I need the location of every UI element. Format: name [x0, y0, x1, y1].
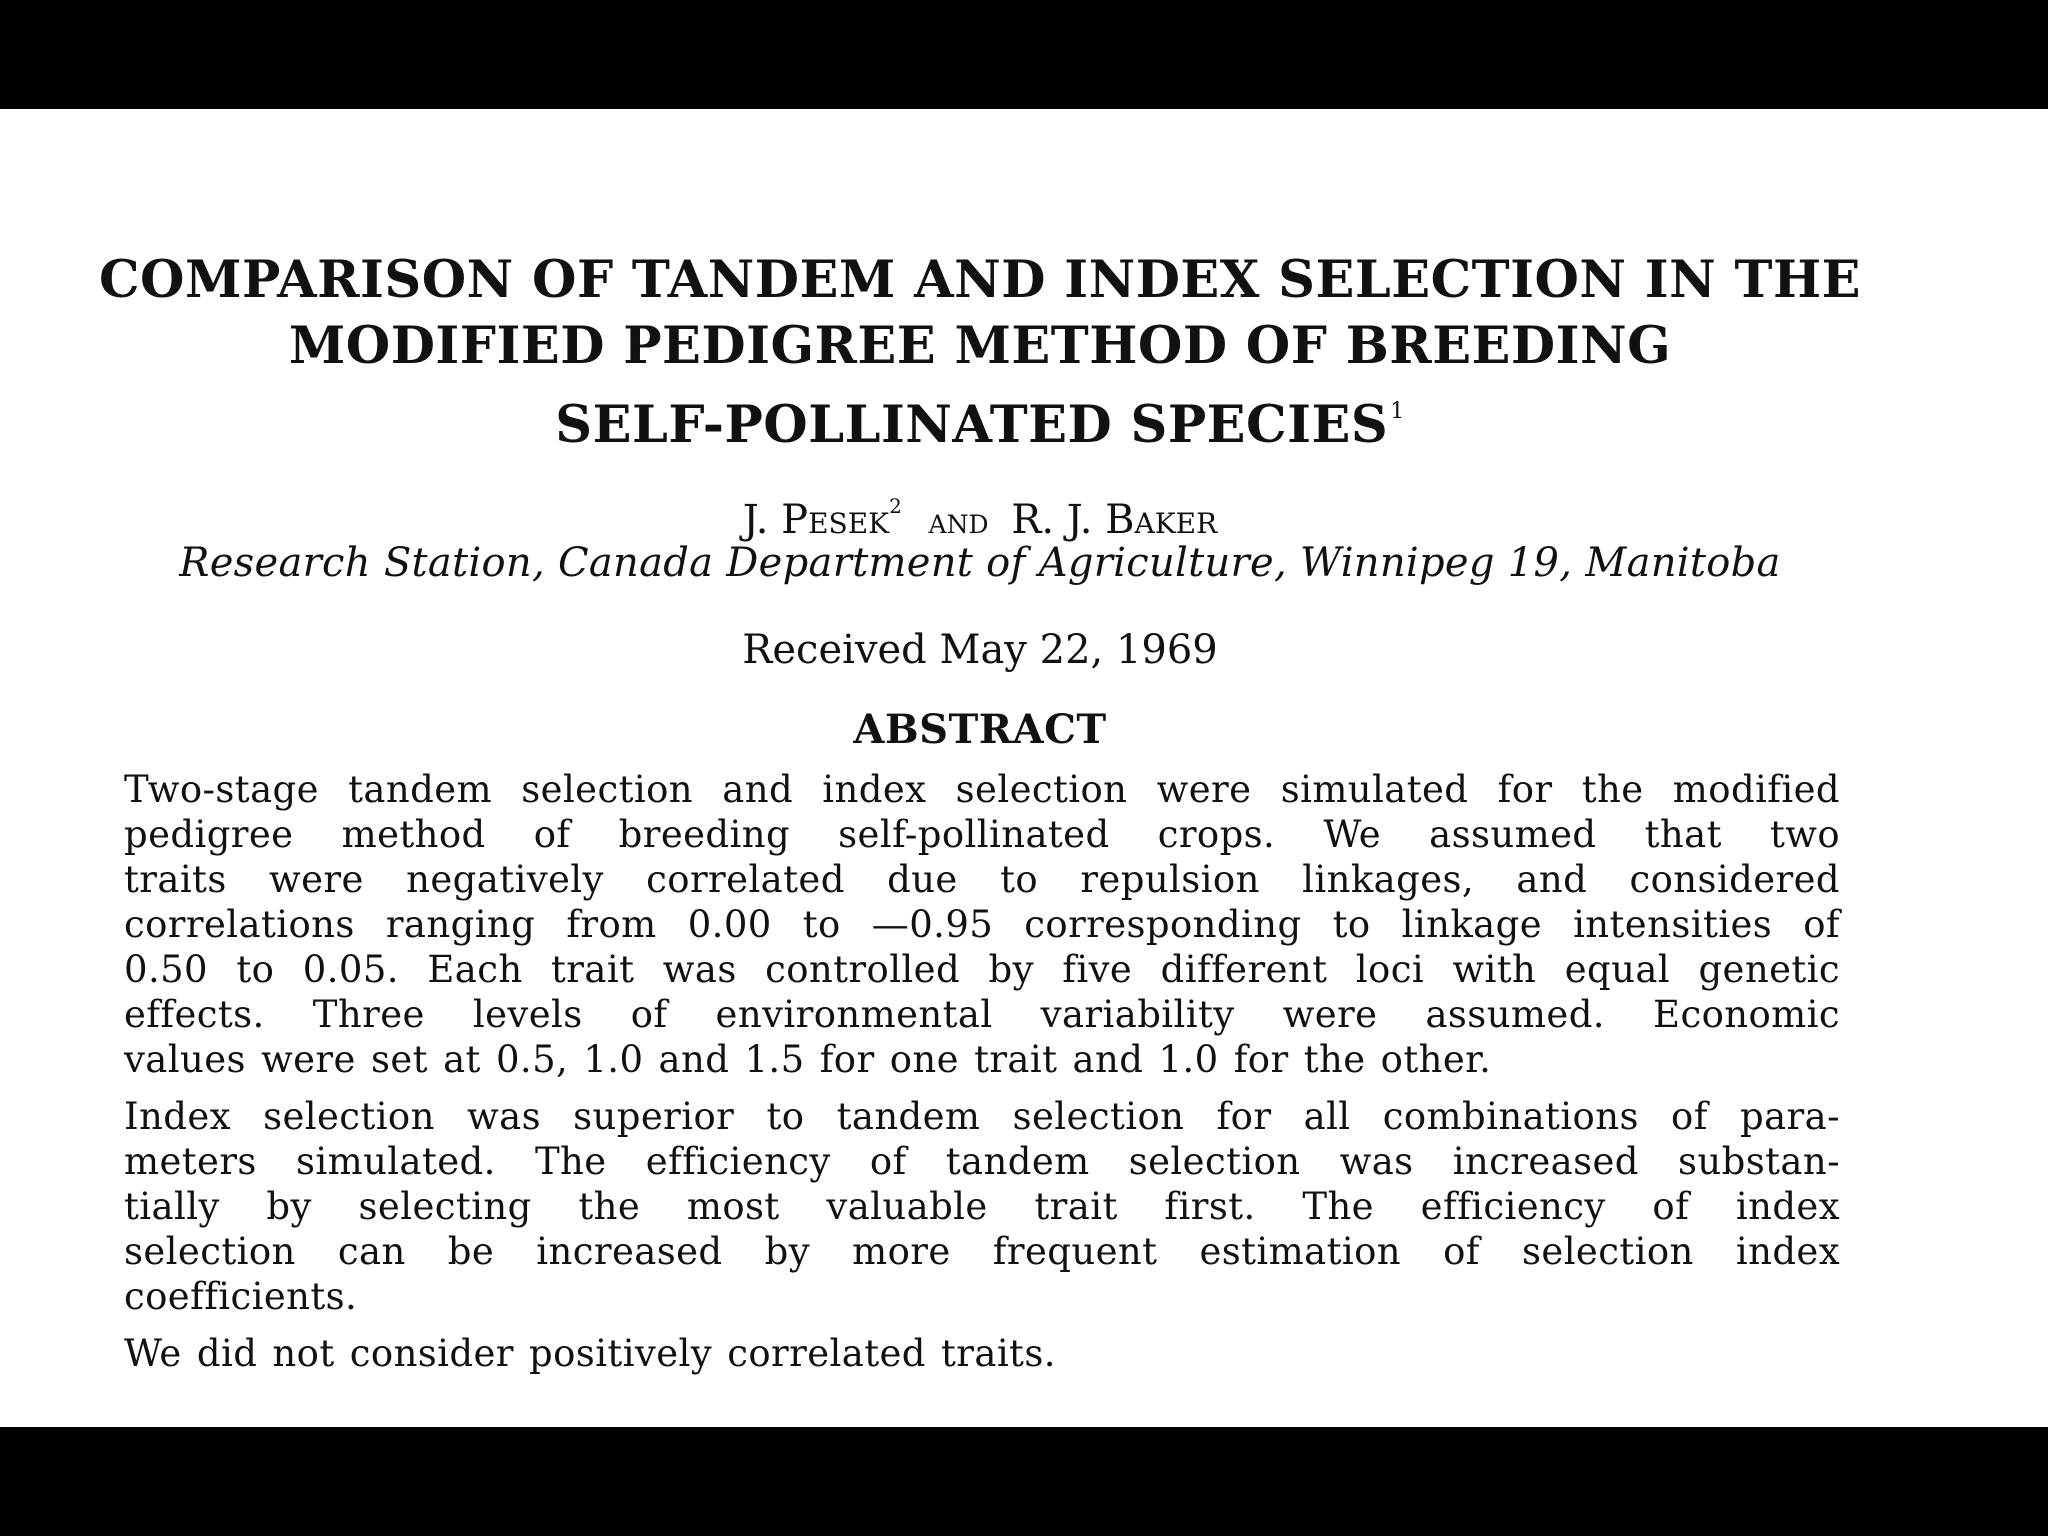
paper-title [80, 247, 1880, 458]
title-footnote-marker: 1 [1390, 399, 1405, 424]
abstract-line: 0.50 to 0.05. Each trait was controlled by five different loci with equal genetic [124, 948, 1840, 991]
author-second: R. J. Baker [1011, 497, 1218, 543]
abstract-line: tially by selecting the most valuable trait first. The efficiency of index [124, 1185, 1840, 1228]
abstract-body [124, 767, 1840, 1376]
abstract-line: pedigree method of breeding self-pollinated crops. We assumed that two [124, 813, 1840, 856]
title-line-3 [80, 379, 1880, 458]
abstract-line: traits were negatively correlated due to repulsion linkages, and considered [124, 858, 1840, 901]
paper-page [0, 109, 2048, 1427]
abstract-heading: ABSTRACT [853, 706, 1107, 753]
author-conjunction: and [928, 501, 989, 542]
author-first-footnote: 2 [889, 494, 902, 518]
abstract-line: selection can be increased by more frequent estimation of selection index [124, 1230, 1840, 1273]
paragraph-spacer [124, 1319, 1840, 1331]
abstract-line: values were set at 0.5, 1.0 and 1.5 for one trait and 1.0 for the other. [124, 1038, 1492, 1081]
abstract-line: Index selection was superior to tandem selection for all combinations of para- [124, 1095, 1840, 1138]
author-first: J. Pesek [742, 497, 890, 543]
affiliation: Research Station, Canada Department of Agriculture, Winnipeg 19, Manitoba [179, 540, 1781, 586]
paragraph-spacer [124, 1082, 1840, 1094]
abstract-paragraph-1 [124, 767, 1840, 1082]
abstract-line: We did not consider positively correlated traits. [124, 1332, 1056, 1375]
abstract-line: effects. Three levels of environmental variability were assumed. Economic [124, 993, 1840, 1036]
title-line-1: COMPARISON OF TANDEM AND INDEX SELECTION IN THE [98, 250, 1862, 310]
abstract-line: Two-stage tandem selection and index selection were simulated for the modified [124, 768, 1840, 811]
title-line-3-text: SELF-POLLINATED SPECIES [555, 395, 1389, 455]
received-date: Received May 22, 1969 [742, 627, 1218, 673]
abstract-paragraph-3 [124, 1331, 1840, 1376]
abstract-paragraph-2 [124, 1094, 1840, 1319]
abstract-line: meters simulated. The efficiency of tandem selection was increased substan- [124, 1140, 1840, 1183]
abstract-line: coefficients. [124, 1275, 358, 1318]
title-line-2: MODIFIED PEDIGREE METHOD OF BREEDING [288, 316, 1672, 376]
abstract-line: correlations ranging from 0.00 to —0.95 corresponding to linkage intensities of [124, 903, 1840, 946]
